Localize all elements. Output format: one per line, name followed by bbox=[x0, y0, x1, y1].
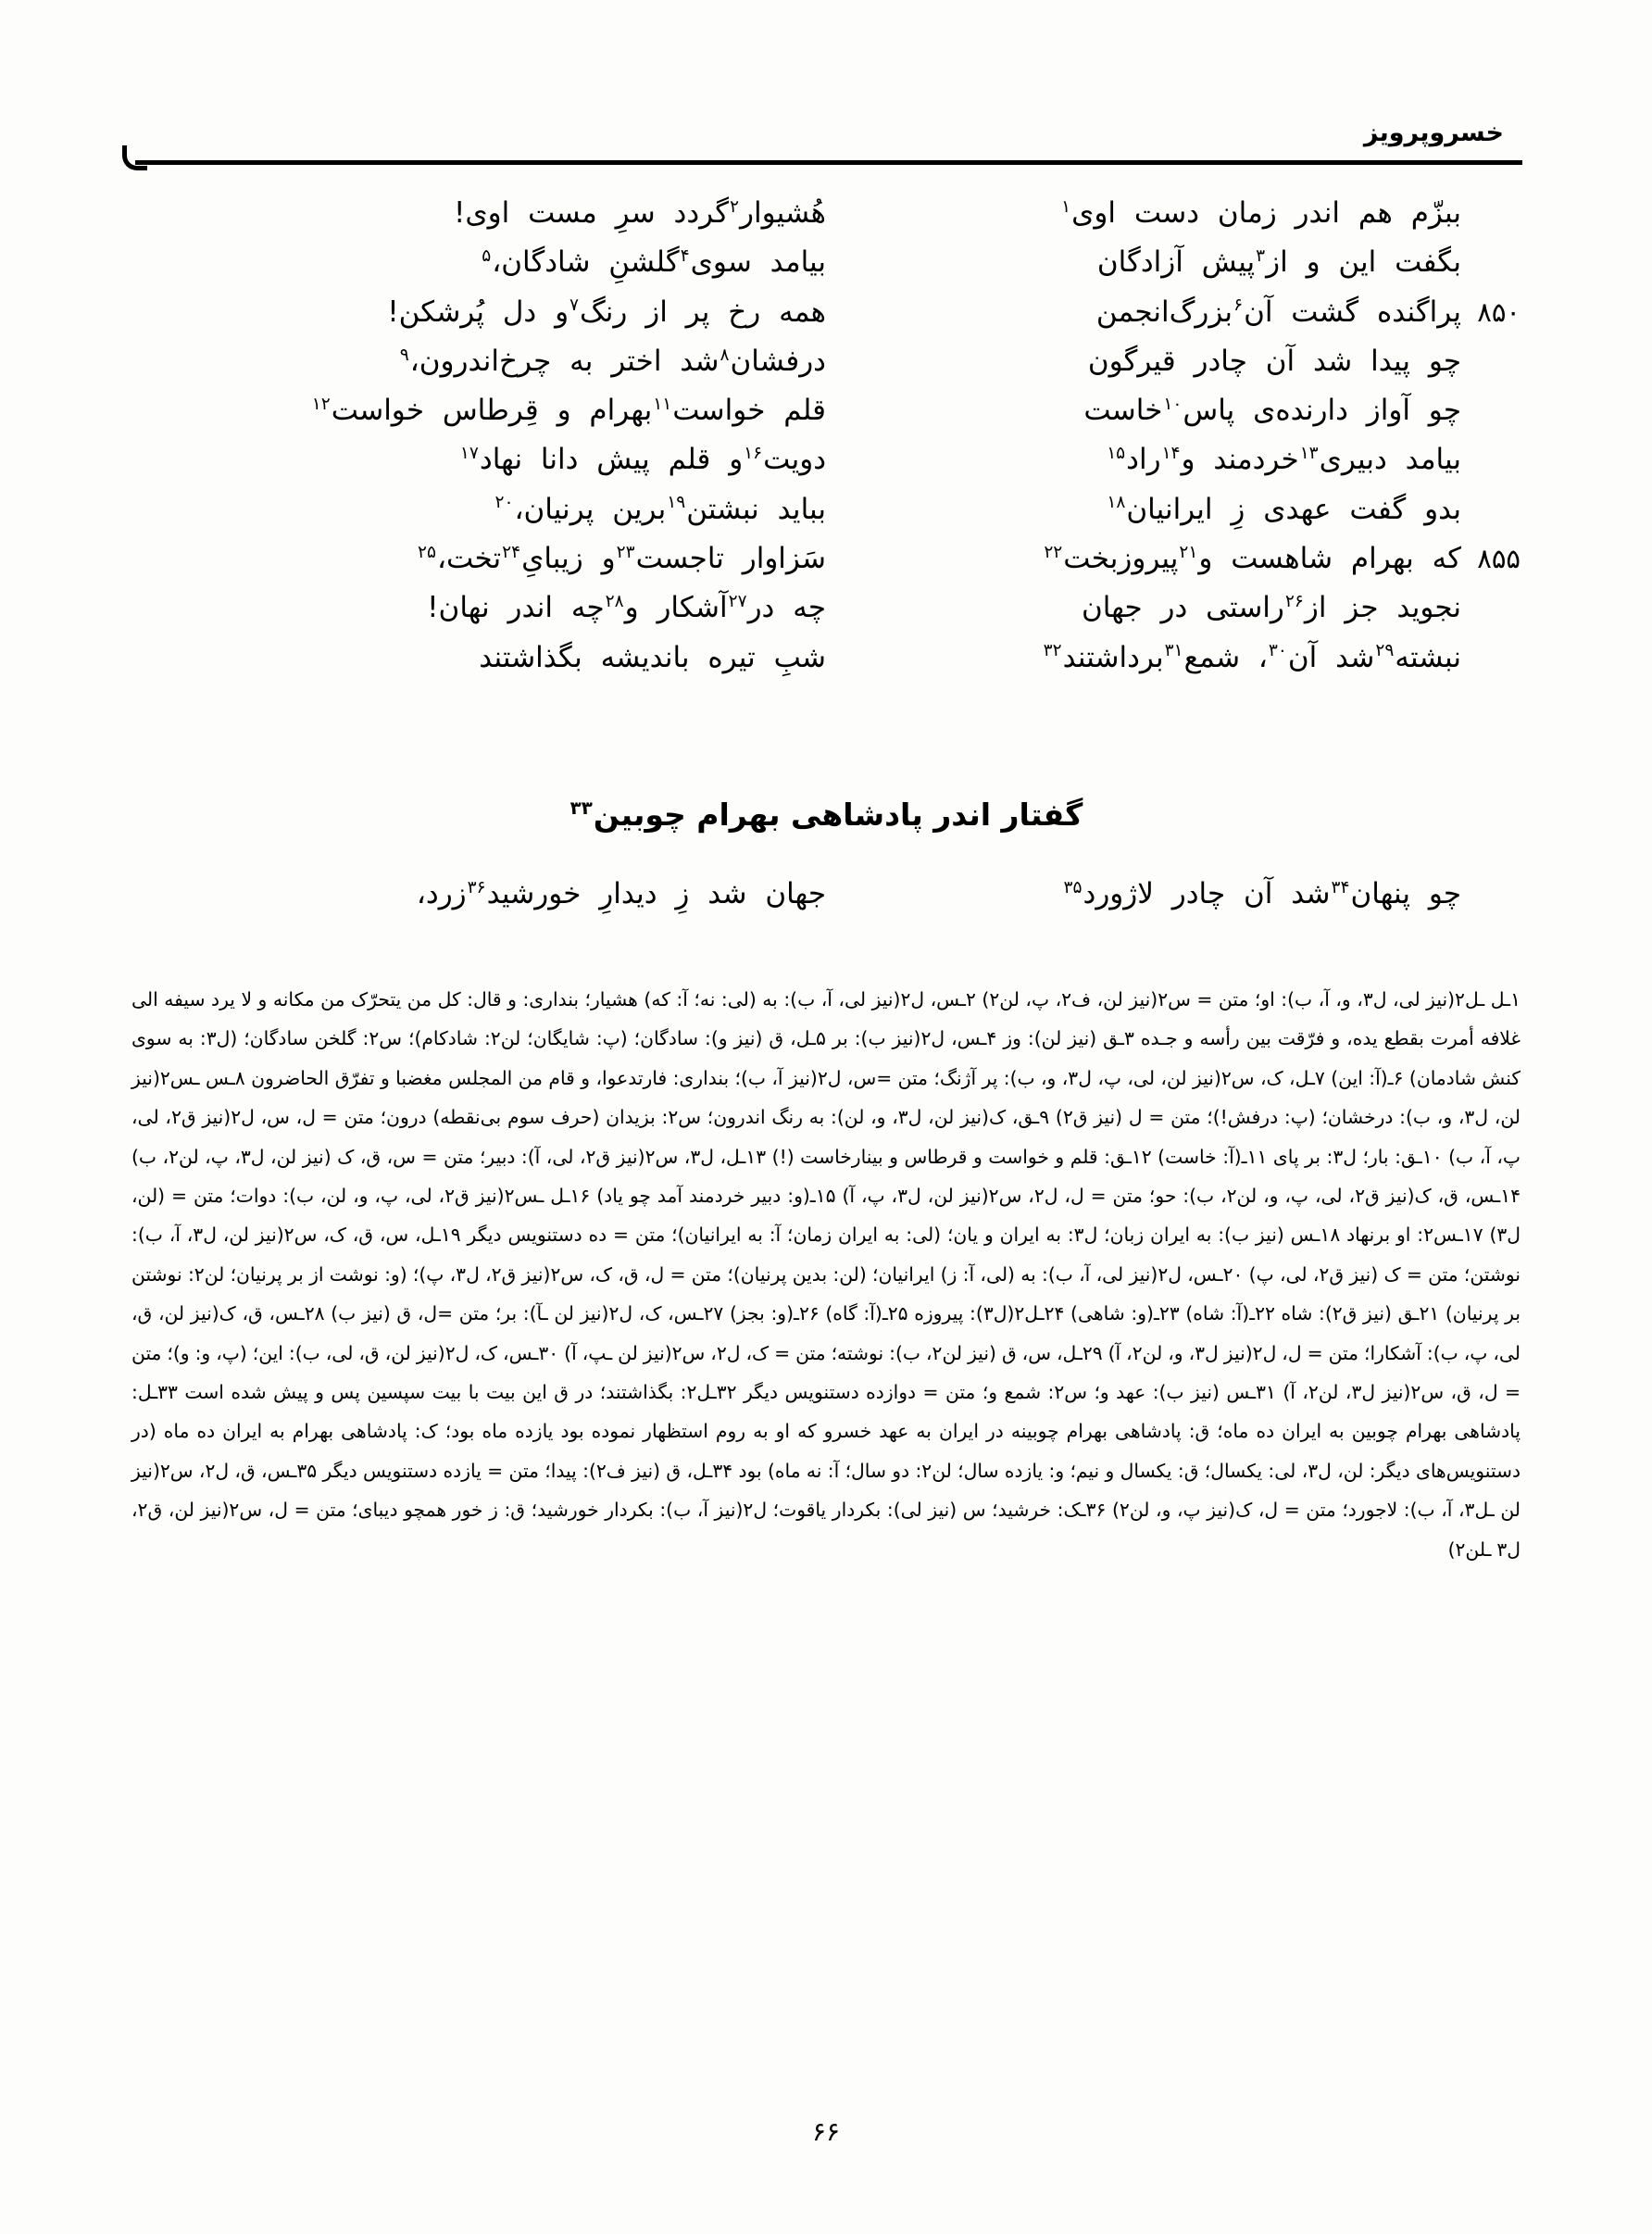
hemistich-right-text: ببزّم هم اندر زمان دست اوی bbox=[1071, 196, 1461, 230]
note-marker: ۷ bbox=[569, 295, 580, 316]
hemistich-right-text: چو پنهان bbox=[1350, 877, 1461, 910]
hemistich-left-text-rest: و زیبایِ bbox=[521, 542, 616, 576]
hemistich-left bbox=[139, 195, 826, 232]
section-heading-text: گفتار اندر پادشاهی بهرام چوبین bbox=[593, 797, 1083, 833]
hemistich-left-text-rest2: چه اندر نهان! bbox=[427, 591, 605, 625]
hemistich-right-text-rest: شد آن چادر لاژورد bbox=[1083, 877, 1331, 910]
note-marker: ۳۲ bbox=[1043, 641, 1062, 661]
hemistich-left-text-rest: و قلم پیش دانا نهاد bbox=[479, 443, 744, 477]
note-marker: ۲۵ bbox=[418, 542, 436, 562]
hemistich-left-text: بیامد سوی bbox=[690, 245, 826, 280]
note-marker: ۱۰ bbox=[1163, 394, 1183, 414]
note-marker: ۶ bbox=[1233, 295, 1244, 316]
hemistich-left-text: جهان شد زِ دیدارِ خورشید bbox=[486, 877, 826, 910]
hemistich-left-text: بباید نبشتن bbox=[686, 492, 826, 526]
couplet-row bbox=[139, 639, 1513, 676]
hemistich-right-text-rest2: ، شمع bbox=[1183, 640, 1268, 674]
hemistich-right-text: بگفت این و از bbox=[1266, 245, 1461, 280]
note-marker: ۱۱ bbox=[653, 394, 672, 414]
hemistich-right bbox=[826, 244, 1513, 281]
hemistich-left-text: هُشیوار bbox=[740, 196, 826, 230]
section-heading bbox=[0, 797, 1652, 833]
hemistich-left-text: سَزاوار تاجست bbox=[635, 542, 826, 576]
hemistich-right bbox=[826, 294, 1521, 331]
couplet-row bbox=[139, 875, 1513, 912]
hemistich-right bbox=[826, 441, 1513, 478]
running-head-title: خسروپرویز bbox=[1363, 119, 1504, 147]
hemistich-right-text-rest: خردمند و bbox=[1181, 443, 1299, 477]
note-marker: ۱۷ bbox=[459, 444, 479, 464]
note-marker: ۱۸ bbox=[1107, 493, 1126, 513]
note-marker: ۳۰ bbox=[1268, 641, 1287, 661]
hemistich-left bbox=[139, 875, 826, 912]
hemistich-right-text-rest: راستی در جهان bbox=[1081, 591, 1284, 625]
hemistich-right-text: پراگنده گشت آن bbox=[1244, 295, 1461, 329]
verse-number: ۸۵۰ bbox=[1477, 295, 1521, 328]
hemistich-left-text: قلم خواست bbox=[672, 394, 826, 428]
note-marker: ۱۳ bbox=[1299, 444, 1319, 464]
note-marker: ۸ bbox=[720, 345, 730, 365]
hemistich-left-text-rest: شد اختر به چرخ‌اندرون، bbox=[409, 344, 720, 378]
note-marker: ۲۸ bbox=[605, 592, 624, 612]
hemistich-left bbox=[139, 491, 826, 528]
verse-number: ۸۵۵ bbox=[1477, 543, 1521, 575]
couplet-row bbox=[139, 540, 1521, 577]
hemistich-left-text-rest: زرد، bbox=[416, 877, 467, 910]
hemistich-right bbox=[826, 540, 1521, 577]
hemistich-left bbox=[139, 392, 826, 429]
hemistich-right-text-rest: پیش آزادگان bbox=[1096, 245, 1256, 280]
hemistich-right-text: بیامد دبیری bbox=[1319, 443, 1461, 477]
note-marker: ۳۴ bbox=[1331, 877, 1350, 897]
hemistich-left-text-rest: آشکار و bbox=[624, 591, 728, 625]
note-marker: ۳۵ bbox=[1063, 877, 1083, 897]
hemistich-left bbox=[139, 540, 826, 577]
hemistich-right bbox=[826, 392, 1513, 429]
hemistich-left-text: چه در bbox=[747, 591, 826, 625]
note-marker: ۳۱ bbox=[1164, 641, 1183, 661]
hemistich-right-text: چو پیدا شد آن چادر قیرگون bbox=[1087, 344, 1461, 378]
hemistich-left-text-rest2: تخت، bbox=[437, 542, 502, 576]
hemistich-left bbox=[139, 294, 826, 331]
note-marker: ۲۶ bbox=[1284, 592, 1304, 612]
couplet-row bbox=[139, 294, 1521, 331]
hemistich-left bbox=[139, 343, 826, 380]
note-marker: ۳۶ bbox=[467, 877, 486, 897]
note-marker: ۳ bbox=[1256, 245, 1266, 266]
hemistich-left-text-rest: و دل پُرشکن! bbox=[387, 295, 569, 329]
hemistich-right bbox=[826, 343, 1513, 380]
header-divider-rule bbox=[135, 160, 1522, 165]
hemistich-right-text-rest: خاست bbox=[1083, 394, 1163, 428]
hemistich-left-text-rest: بهرام و قِرطاس خواست bbox=[331, 394, 653, 428]
note-marker: ۲۳ bbox=[616, 542, 635, 562]
hemistich-left bbox=[139, 639, 826, 676]
note-marker: ۲۷ bbox=[728, 592, 747, 612]
hemistich-right-text: چو آواز دارنده‌ی پاس bbox=[1183, 394, 1461, 428]
hemistich-right-text: که بهرام شاهست و bbox=[1198, 542, 1461, 576]
hemistich-left-text-rest: گردد سرِ مست اوی! bbox=[453, 196, 730, 230]
couplet-row bbox=[139, 343, 1513, 380]
hemistich-right bbox=[826, 195, 1513, 232]
couplet-row bbox=[139, 491, 1513, 528]
apparatus-text: ۱ـل ـل۲(نیز لی، ل۳، و، آ، ب): او؛ متن = س۲(نیز لن، ف۲، پ، لن۲) ۲ـس، ل۲(نیز لی، آ، ب): به (لی: نه؛ آ: که) هشیار؛ بنداری: و قال: کل من یتحرّک من مکانه و لا یرد سیفه الی غلافه أمرت بقطع یده، و فرّقت بین رأسه و جـده ۳ـق (نیز لن): وز ۴ـس، ل۲(نیز ب): بر ۵ـل، ق (نیز و): سادگان؛ (پ: شایگان؛ لن۲: شادکام)؛ س۲: گلخن سادگان؛ (ل۳: به سوی کنش شادمان) ۶ـ(آ: این) ۷ـل، ک، س۲(نیز لن، لی، پ، ل۳، و، ب): پر آژنگ؛ متن =س، ل۲(نیز آ، ب)؛ بنداری: فارتدعوا، و قام من المجلس مغضبا و تفرّق الحاضرون ۸ـس ـس۲(نیز لن، ل۳، و، ب): درخشان؛ (پ: درفش!)؛ متن = ل (نیز ق۲) ۹ـق، ک(نیز لن، ل۳، و، لن): به رنگ اندرون؛ س۲: بزیدان (حرف سوم بی‌نقطه) درون؛ متن = ل، س، ل۲(نیز ق۲، لی، پ، آ، ب) ۱۰ـق: بار؛ ل۳: بر پای ۱۱ـ(آ: خاست) ۱۲ـق: قلم و خواست و قرطاس و بینارخاست (!) ۱۳ـل، ل۳، س۲(نیز ق۲، لی، آ): دبیر؛ متن = س، ق، ک (نیز لن، ل۳، پ، لن۲، ب) ۱۴ـس، ق، ک(نیز ق۲، لی، پ، و، لن۲، ب): حو؛ متن = ل، ل۲، س۲(نیز لن، ل۳، پ، آ) ۱۵ـ(و: دبیر خردمند آمد چو یاد) ۱۶ـل ـس۲(نیز ق۲، لی، پ، و، لن، ب): دوات؛ متن = (لن، ل۳) ۱۷ـس۲: او برنهاد ۱۸ـس (نیز ب): به ایران زبان؛ ل۳: به ایران و یان؛ (لی: به ایران زمان؛ آ: به ایرانیان)؛ متن = ده دستنویس دیگر ۱۹ـل، س، ق، ک، س۲(نیز لن، ل۳، آ، ب): نوشتن؛ متن = ک (نیز ق۲، لی، پ) ۲۰ـس، ل۲(نیز لی، آ، ب): به (لی، آ: ز) ایرانیان؛ (لن: بدین پرنیان)؛ متن = ل، ق، ک، س۲(نیز ق۲، ل۳، پ)؛ (و: نوشت از بر پرنیان؛ لن۲: نوشتن بر پرنیان) ۲۱ـق (نیز ق۲): شاه ۲۲ـ(آ: شاه) ۲۳ـ(و: شاهی) ۲۴ـل۲(ل۳): پیروزه ۲۵ـ(آ: گاه) ۲۶ـ(و: بجز) ۲۷ـس، ک، ل۲(نیز لن ـآ): بر؛ متن =ل، ق (نیز ب) ۲۸ـس، ق، ک(نیز لن، ق، لی، پ، ب): آشکارا؛ متن = ل، ل۲(نیز ل۳، و، لن۲، آ) ۲۹ـل، س، ق (نیز لن۲، ب): نوشته؛ متن = ک، ل۲، س۲(نیز لن ـپ، آ) ۳۰ـس، ک، ل۲(نیز لن، ق، لی، ب): این؛ (پ، و: و)؛ متن = ل، ق، س۲(نیز ل۳، لن۲، آ) ۳۱ـس (نیز ب): عهد و؛ س۲: شمع و؛ متن = دوازده دستنویس دیگر ۳۲ـل۲: بگذاشتند؛ در ق این بیت با بیت سپسین پس و پیش شده است ۳۳ـل: پادشاهی بهرام چوبین به ایران ده ماه؛ ق: پادشاهی بهرام چوبینه در ایران به عهد خسرو که او به روم استظهار نموده بود یازده ماه بود؛ ک: پادشاهی بهرام به ایران ده ماه (در دستنویس‌های دیگر: لن، ل۳، لی: یکسال؛ ق: یکسال و نیم؛ و: یازده سال؛ لن۲: دو سال؛ آ: نه ماه) بود ۳۴ـل، ق (نیز ف۲): پیدا؛ متن = یازده دستنویس دیگر ۳۵ـس، ق، ل۲، س۲(نیز لن ـل۳، آ، ب): لاجورد؛ متن = ل، ک(نیز پ، و، لن۲) ۳۶ـک: خرشید؛ س (نیز لی): بکردار یاقوت؛ ل۲(نیز آ، ب): بکردار خورشید؛ ق: ز خور همچو دیبای؛ متن = ل، س۲(نیز لن، ق۲، ل۳ ـلن۲) bbox=[131, 988, 1521, 1561]
hemistich-right-text-rest3: برداشتند bbox=[1062, 640, 1164, 674]
note-marker: ۴ bbox=[680, 245, 690, 266]
hemistich-left-text: همه رخ پر از رنگ bbox=[580, 295, 826, 329]
note-marker: ۲۲ bbox=[1044, 542, 1063, 562]
hemistich-left-text: درفشان bbox=[730, 344, 826, 378]
hemistich-right-text-rest2: راد bbox=[1126, 443, 1161, 477]
hemistich-left-text: شبِ تیره باندیشه بگذاشتند bbox=[479, 640, 826, 674]
verse-block bbox=[139, 195, 1521, 688]
hemistich-right-text-rest: شد آن bbox=[1287, 640, 1375, 674]
note-marker: ۱۴ bbox=[1161, 444, 1181, 464]
note-marker: ۹ bbox=[399, 345, 409, 365]
couplet-row bbox=[139, 244, 1513, 281]
note-marker: ۲ bbox=[730, 196, 740, 217]
couplet-row bbox=[139, 589, 1513, 626]
hemistich-left-text-rest: برین پرنیان، bbox=[514, 492, 667, 526]
hemistich-right-text: بدو گفت عهدی زِ ایرانیان bbox=[1126, 492, 1461, 526]
heading-verse-block bbox=[139, 875, 1513, 924]
hemistich-right bbox=[826, 875, 1513, 912]
page-header bbox=[130, 119, 1522, 183]
note-marker: ۱ bbox=[1061, 196, 1071, 217]
note-marker: ۱۲ bbox=[311, 394, 331, 414]
hemistich-left-text: دویت bbox=[763, 443, 826, 477]
note-marker: ۱۹ bbox=[667, 493, 686, 513]
hemistich-left bbox=[139, 589, 826, 626]
note-marker: ۱۶ bbox=[744, 444, 763, 464]
note-marker: ۳۳ bbox=[569, 797, 593, 819]
hemistich-right bbox=[826, 589, 1513, 626]
hemistich-left-text-rest: گلشنِ شادگان، bbox=[492, 245, 680, 280]
note-marker: ۱۵ bbox=[1107, 444, 1126, 464]
hemistich-right-text-rest: بزرگ‌انجمن bbox=[1095, 295, 1233, 329]
note-marker: ۵ bbox=[482, 245, 492, 266]
hemistich-right bbox=[826, 491, 1513, 528]
folio-number: ۶۶ bbox=[811, 2116, 841, 2147]
hemistich-left bbox=[139, 244, 826, 281]
couplet-row bbox=[139, 441, 1513, 478]
note-marker: ۲۹ bbox=[1375, 641, 1395, 661]
hemistich-right bbox=[826, 639, 1513, 676]
hemistich-left bbox=[139, 441, 826, 478]
note-marker: ۲۰ bbox=[494, 493, 514, 513]
couplet-row bbox=[139, 195, 1513, 232]
note-marker: ۲۱ bbox=[1179, 542, 1198, 562]
critical-apparatus bbox=[131, 980, 1521, 1569]
hemistich-right-text-rest: پیروزبخت bbox=[1063, 542, 1179, 576]
hemistich-right-text: نبشته bbox=[1395, 640, 1461, 674]
hemistich-right-text: نجوید جز از bbox=[1304, 591, 1461, 625]
couplet-row bbox=[139, 392, 1513, 429]
note-marker: ۲۴ bbox=[502, 542, 521, 562]
